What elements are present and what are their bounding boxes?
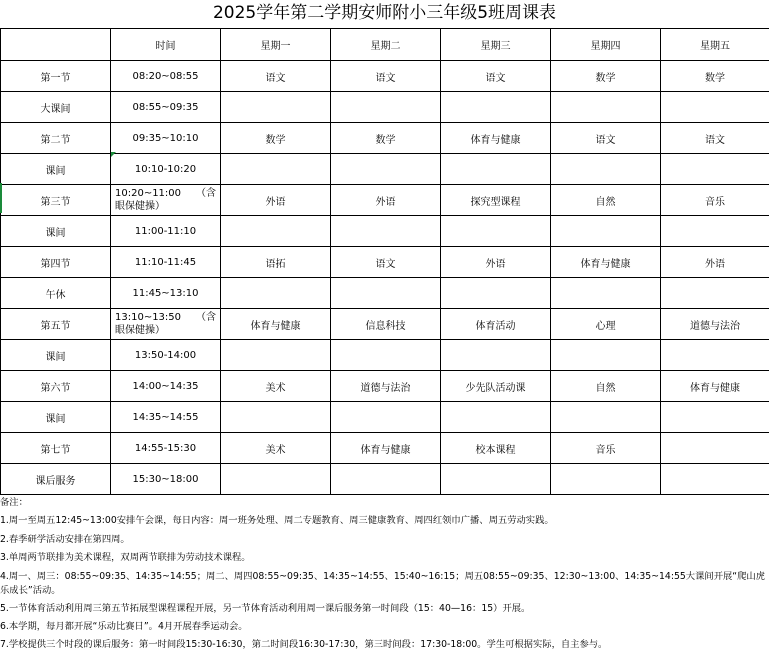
subject-cell[interactable]: 数学 bbox=[551, 61, 661, 92]
table-row bbox=[1, 185, 769, 216]
subject-cell[interactable]: 音乐 bbox=[551, 433, 661, 464]
subject-cell[interactable] bbox=[661, 92, 769, 123]
subject-cell[interactable]: 外语 bbox=[331, 185, 441, 216]
period-cell[interactable]: 午休 bbox=[1, 278, 111, 309]
subject-cell[interactable]: 外语 bbox=[661, 247, 769, 278]
subject-cell[interactable]: 体育与健康 bbox=[441, 123, 551, 154]
subject-cell[interactable] bbox=[331, 340, 441, 371]
subject-cell[interactable]: 数学 bbox=[331, 123, 441, 154]
subject-cell[interactable]: 体育活动 bbox=[441, 309, 551, 340]
subject-cell[interactable] bbox=[441, 402, 551, 433]
period-cell[interactable]: 第四节 bbox=[1, 247, 111, 278]
subject-cell[interactable] bbox=[221, 402, 331, 433]
time-cell[interactable]: 14:35~14:55 bbox=[111, 402, 221, 433]
subject-cell[interactable]: 音乐 bbox=[661, 185, 769, 216]
subject-cell[interactable] bbox=[441, 154, 551, 185]
table-row bbox=[1, 340, 769, 371]
header-cell[interactable]: 星期三 bbox=[441, 29, 551, 61]
subject-cell[interactable]: 体育与健康 bbox=[221, 309, 331, 340]
subject-cell[interactable]: 美术 bbox=[221, 371, 331, 402]
table-row bbox=[1, 371, 769, 402]
table-row bbox=[1, 433, 769, 464]
subject-cell[interactable]: 体育与健康 bbox=[661, 371, 769, 402]
subject-cell[interactable] bbox=[221, 92, 331, 123]
subject-cell[interactable] bbox=[221, 340, 331, 371]
table-row bbox=[1, 278, 769, 309]
subject-cell[interactable]: 探究型课程 bbox=[441, 185, 551, 216]
period-cell[interactable]: 第三节 bbox=[1, 185, 111, 216]
subject-cell[interactable]: 心理 bbox=[551, 309, 661, 340]
subject-cell[interactable] bbox=[221, 464, 331, 495]
header-row bbox=[1, 29, 769, 61]
header-cell[interactable]: 星期四 bbox=[551, 29, 661, 61]
period-cell[interactable]: 第二节 bbox=[1, 123, 111, 154]
subject-cell[interactable]: 道德与法治 bbox=[331, 371, 441, 402]
note-item: 1.周一至周五12:45~13:00安排午会课，每日内容：周一班务处理、周二专题教育、周三健康教育、周四红领巾广播、周五劳动实践。 bbox=[0, 515, 554, 527]
subject-cell[interactable] bbox=[661, 464, 769, 495]
subject-cell[interactable] bbox=[331, 216, 441, 247]
subject-cell[interactable] bbox=[661, 278, 769, 309]
subject-cell[interactable] bbox=[661, 402, 769, 433]
subject-cell[interactable] bbox=[661, 340, 769, 371]
subject-cell[interactable] bbox=[441, 340, 551, 371]
time-cell[interactable]: 11:10-11:45 bbox=[111, 247, 221, 278]
subject-cell[interactable] bbox=[331, 154, 441, 185]
note-item: 4.周一、周三：08:55~09:35、14:35~14:55；周二、周四08:55~09:35、14:35~14:55、15:40~16:15；周五08:55~09:35、12:30~13:00、14:35~14:55大课间开展“爬山虎乐成长”活动。 bbox=[0, 570, 765, 596]
subject-cell[interactable] bbox=[441, 92, 551, 123]
subject-cell[interactable] bbox=[551, 92, 661, 123]
subject-cell[interactable]: 外语 bbox=[221, 185, 331, 216]
table-row bbox=[1, 123, 769, 154]
subject-cell[interactable]: 语文 bbox=[441, 61, 551, 92]
table-row bbox=[1, 154, 769, 185]
time-cell[interactable]: 10:20~11:00 （含眼保健操） bbox=[111, 185, 221, 216]
subject-cell[interactable] bbox=[551, 154, 661, 185]
period-cell[interactable]: 课间 bbox=[1, 340, 111, 371]
time-cell[interactable]: 14:00~14:35 bbox=[111, 371, 221, 402]
table-row bbox=[1, 216, 769, 247]
selection-indicator bbox=[0, 183, 2, 213]
subject-cell[interactable]: 道德与法治 bbox=[661, 309, 769, 340]
table-row bbox=[1, 247, 769, 278]
subject-cell[interactable]: 语文 bbox=[551, 123, 661, 154]
period-cell[interactable]: 第五节 bbox=[1, 309, 111, 340]
time-cell[interactable]: 10:10-10:20 bbox=[111, 154, 221, 185]
subject-cell[interactable] bbox=[331, 92, 441, 123]
note-item: 5.一节体育活动利用周三第五节拓展型课程课程开展，另一节体育活动利用周一课后服务第一时间段（15：40—16：15）开展。 bbox=[0, 602, 531, 614]
time-cell[interactable]: 11:00-11:10 bbox=[111, 216, 221, 247]
header-cell[interactable]: 星期一 bbox=[221, 29, 331, 61]
header-cell[interactable]: 时间 bbox=[111, 29, 221, 61]
subject-cell[interactable] bbox=[331, 278, 441, 309]
period-cell[interactable]: 第一节 bbox=[1, 61, 111, 92]
note-item: 3.单周两节联排为美术课程，双周两节联排为劳动技术课程。 bbox=[0, 552, 251, 564]
subject-cell[interactable]: 自然 bbox=[551, 371, 661, 402]
subject-cell[interactable]: 体育与健康 bbox=[551, 247, 661, 278]
time-cell[interactable]: 08:55~09:35 bbox=[111, 92, 221, 123]
subject-cell[interactable] bbox=[221, 154, 331, 185]
table-row bbox=[1, 402, 769, 433]
period-cell[interactable]: 课后服务 bbox=[1, 464, 111, 495]
header-cell[interactable]: 星期五 bbox=[661, 29, 769, 61]
time-cell[interactable]: 11:45~13:10 bbox=[111, 278, 221, 309]
period-cell[interactable]: 第六节 bbox=[1, 371, 111, 402]
subject-cell[interactable]: 语拓 bbox=[221, 247, 331, 278]
subject-cell[interactable]: 体育与健康 bbox=[331, 433, 441, 464]
notes-section bbox=[0, 494, 769, 655]
subject-cell[interactable] bbox=[661, 433, 769, 464]
subject-cell[interactable]: 语文 bbox=[331, 247, 441, 278]
time-cell[interactable]: 08:20~08:55 bbox=[111, 61, 221, 92]
cell-comment-marker bbox=[111, 152, 116, 157]
subject-cell[interactable]: 少先队活动课 bbox=[441, 371, 551, 402]
subject-cell[interactable] bbox=[221, 278, 331, 309]
subject-cell[interactable] bbox=[551, 402, 661, 433]
subject-cell[interactable]: 自然 bbox=[551, 185, 661, 216]
subject-cell[interactable]: 语文 bbox=[221, 61, 331, 92]
subject-cell[interactable] bbox=[441, 216, 551, 247]
subject-cell[interactable]: 数学 bbox=[221, 123, 331, 154]
table-row bbox=[1, 92, 769, 123]
subject-cell[interactable] bbox=[331, 464, 441, 495]
subject-cell[interactable] bbox=[551, 340, 661, 371]
time-cell[interactable]: 09:35~10:10 bbox=[111, 123, 221, 154]
table-row bbox=[1, 309, 769, 340]
subject-cell[interactable] bbox=[551, 216, 661, 247]
subject-cell[interactable] bbox=[441, 464, 551, 495]
header-cell[interactable]: 星期二 bbox=[331, 29, 441, 61]
time-cell[interactable]: 14:55-15:30 bbox=[111, 433, 221, 464]
subject-cell[interactable]: 美术 bbox=[221, 433, 331, 464]
subject-cell[interactable]: 信息科技 bbox=[331, 309, 441, 340]
time-cell[interactable]: 13:50-14:00 bbox=[111, 340, 221, 371]
time-cell[interactable]: 13:10~13:50 （含眼保健操） bbox=[111, 309, 221, 340]
subject-cell[interactable] bbox=[661, 216, 769, 247]
note-item: 7.学校提供三个时段的课后服务：第一时间段15:30-16:30，第二时间段16:30-17:30，第三时间段：17:30-18:00。学生可根据实际，自主参与。 bbox=[0, 639, 608, 651]
period-cell[interactable]: 课间 bbox=[1, 402, 111, 433]
note-item: 6.本学期，每月都开展“乐动比赛日”。4月开展春季运动会。 bbox=[0, 621, 248, 633]
notes-heading: 备注： bbox=[0, 497, 28, 508]
timetable bbox=[0, 28, 769, 495]
subject-cell[interactable] bbox=[331, 402, 441, 433]
subject-cell[interactable]: 数学 bbox=[661, 61, 769, 92]
subject-cell[interactable]: 语文 bbox=[661, 123, 769, 154]
page-title: 2025学年第二学期安师附小三年级5班周课表 bbox=[212, 3, 557, 23]
subject-cell[interactable] bbox=[551, 278, 661, 309]
period-cell[interactable]: 大课间 bbox=[1, 92, 111, 123]
table-row bbox=[1, 464, 769, 495]
subject-cell[interactable] bbox=[661, 154, 769, 185]
subject-cell[interactable] bbox=[441, 278, 551, 309]
subject-cell[interactable]: 外语 bbox=[441, 247, 551, 278]
period-cell[interactable]: 课间 bbox=[1, 154, 111, 185]
note-item: 2.春季研学活动安排在第四周。 bbox=[0, 533, 130, 545]
subject-cell[interactable] bbox=[551, 464, 661, 495]
subject-cell[interactable]: 语文 bbox=[331, 61, 441, 92]
time-cell[interactable]: 15:30~18:00 bbox=[111, 464, 221, 495]
subject-cell[interactable] bbox=[221, 216, 331, 247]
table-row bbox=[1, 61, 769, 92]
header-cell[interactable] bbox=[1, 29, 111, 61]
period-cell[interactable]: 课间 bbox=[1, 216, 111, 247]
period-cell[interactable]: 第七节 bbox=[1, 433, 111, 464]
subject-cell[interactable]: 校本课程 bbox=[441, 433, 551, 464]
